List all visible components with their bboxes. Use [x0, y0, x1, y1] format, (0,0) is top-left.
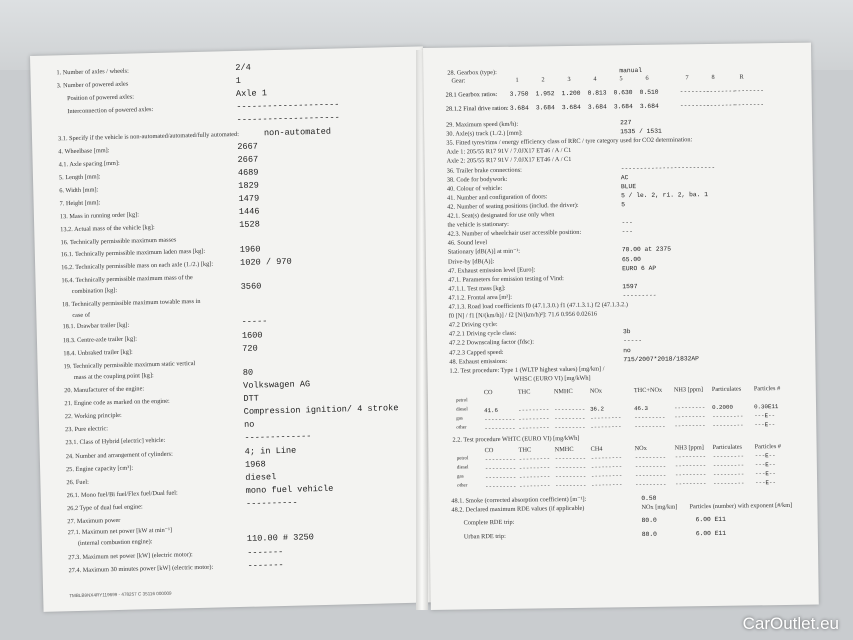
rde-nox-value: 80.0 [641, 530, 657, 538]
field-label: 47.2.2 Downscaling factor (fdsc): [449, 338, 534, 348]
gearbox-type-value: manual [619, 66, 643, 75]
table-cell: --------- [484, 473, 517, 482]
gear-number: 5 [619, 75, 623, 83]
field-label: 47.2.3 Capped speed: [449, 348, 504, 357]
final-drive-value: -------- [705, 101, 737, 110]
field-label: 47.1.2. Frontal area [m²]: [448, 293, 512, 302]
field-value: 227 [620, 119, 632, 127]
field-label: 29. Maximum speed (km/h): [446, 120, 519, 129]
gear-ratio-value: 1.200 [561, 89, 581, 98]
field-value: AC [620, 173, 629, 181]
field-label: 16.4. Technically permissible maximum mass of the [61, 273, 193, 284]
table-cell: --------- [590, 472, 623, 480]
table-cell: --------- [519, 482, 551, 490]
table-cell: --------- [674, 413, 706, 421]
field-value: 1479 [238, 193, 260, 204]
table-column-header: THC+NOx [633, 386, 663, 395]
gear-number: 8 [711, 73, 715, 81]
table-cell: --------- [484, 424, 516, 433]
field-value: no [243, 419, 255, 431]
field-value: 1446 [238, 206, 260, 218]
field-value: 1 [235, 75, 241, 87]
table-cell: --------- [712, 461, 745, 469]
field-label: 47. Exhaust emission level [Euro]: [448, 266, 536, 275]
field-label: 18. Technically permissible maximum towable mass in [62, 297, 201, 309]
field-value: 65.00 [621, 255, 641, 263]
table-cell: 0.30E11 [753, 403, 779, 411]
field-label: 25. Engine capacity [cm³]: [66, 464, 134, 473]
rde-row-label: Urban RDE trip: [463, 532, 506, 541]
field-value: EURO 6 AP [622, 264, 657, 272]
field-label: Interconnection of powered axles: [67, 106, 154, 116]
field-label: 4.1. Axle spacing [mm]: [58, 159, 120, 169]
field-label: 42. Number of seating positions (includ. the driver): [447, 201, 579, 211]
field-label: 18.4. Unbraked trailer [kg]: [63, 348, 133, 357]
field-value: ------- [247, 546, 284, 558]
table-cell: --------- [518, 406, 550, 414]
field-label: 24. Number and arrangement of cylinders: [65, 450, 173, 460]
field-value: ------------- [244, 431, 312, 444]
gear-number: 2 [541, 76, 545, 84]
field-label: case of [72, 311, 91, 320]
footer-code: TMBLB9NX4RY119699 - 478257 C 35116 000009 [69, 590, 172, 599]
table-cell: --------- [554, 463, 587, 472]
final-drive-value: -------- [733, 101, 765, 109]
final-drive-value: 3.684 [587, 103, 607, 111]
table-cell: 36.2 [590, 405, 605, 413]
table-cell: ---E-- [755, 479, 777, 487]
field-label: 40. Colour of vehicle: [446, 184, 503, 193]
rde-pn-header: Particles (number) with exponent [#/km] [689, 501, 793, 511]
table-column-header: NOx [589, 387, 603, 395]
field-label: 13.2. Actual mass of the vehicle [kg]: [60, 224, 155, 234]
fuel-label: diesel [456, 407, 468, 413]
table-cell: --------- [518, 424, 550, 432]
gear-number: 3 [567, 75, 571, 83]
rde-row-label: Complete RDE trip: [463, 518, 515, 527]
smoke-label: 48.1. Smoke (corrected absorption coefficient) [m⁻¹]: [451, 495, 587, 505]
field-label: 38. Code for bodywork: [446, 175, 508, 184]
field-label: Drive-by [dB(A)]: [447, 257, 495, 266]
table-cell: --------- [554, 414, 586, 423]
field-value: 715/2007*2018/1832AP [623, 354, 699, 363]
table-cell: --------- [518, 455, 551, 463]
table-subheading: WHSC (EURO VI) [mg/kWh] [513, 374, 591, 383]
right-document-page [423, 43, 819, 610]
field-label: 47.2 Driving cycle: [448, 321, 498, 329]
field-label: Stationary [dB(A)] at min⁻¹: [447, 248, 521, 257]
field-value: 80 [242, 367, 254, 378]
field-label: 5. Length [mm]: [58, 173, 101, 182]
final-drive-value: 3.684 [535, 104, 555, 112]
left-document-page [30, 46, 436, 611]
field-label: 23.1. Class of Hybrid [electric] vehicle: [65, 437, 166, 447]
table-cell: 41.6 [484, 406, 499, 415]
table-cell: --------- [675, 480, 707, 488]
field-label: 16. Technically permissible maximum masses [60, 236, 177, 247]
table-cell: 0.2000 [711, 403, 733, 411]
table-cell: --------- [635, 480, 667, 489]
field-value: 1960 [239, 243, 261, 255]
field-value: Axle 1 [235, 88, 268, 100]
final-drive-label: 28.1.2 Final drive ration: [445, 104, 509, 113]
table-column-header: NOx [634, 444, 647, 453]
table-cell: ---E-- [754, 470, 776, 478]
table-cell: --------- [674, 462, 707, 470]
table-cell: --------- [518, 464, 551, 472]
gear-number: 6 [645, 74, 649, 82]
table-cell: --------- [713, 479, 745, 487]
fuel-label: other [457, 483, 468, 489]
table-cell: --------- [484, 464, 517, 473]
table-column-header: Particulates [711, 385, 742, 394]
field-label: Axle 2: 205/55 R17 91V / 7.0JX17 ET46 / A / C1 [446, 156, 572, 166]
table-column-header: THC [518, 446, 532, 454]
field-label: f0 [N] / f1 [N/(km/h)] / f2 [N/(km/h)²]: 71.6 0.956 0.02616 [448, 310, 598, 320]
final-drive-value: -------- [679, 101, 711, 110]
field-value: 1535 / 1531 [620, 127, 662, 136]
table-column-header: NH3 [ppm] [674, 444, 704, 452]
field-label: 20. Manufacturer of the engine: [64, 385, 145, 395]
field-label: mass at the coupling point [kg]: [73, 371, 154, 381]
smoke-value: 0.50 [641, 494, 657, 502]
gear-ratio-value: 0.630 [613, 89, 633, 97]
rde-pn-value: 6.00 E11 [695, 529, 727, 538]
table-cell: --------- [634, 453, 667, 462]
table-cell: --------- [590, 423, 622, 431]
table-column-header: THC [517, 388, 531, 396]
table-cell: --------- [554, 405, 586, 414]
field-value: ----- [241, 316, 268, 328]
table-cell: --------- [674, 471, 707, 479]
table-cell: --------- [591, 481, 623, 489]
field-label: 1.2. Test procedure: Type 1 (WLTP highest values) [mg/km] / [449, 365, 605, 375]
field-label: 3.1. Specify if the vehicle is non-automated/automated/fully automated: [57, 130, 240, 142]
table-column-header: CH4 [590, 445, 603, 453]
field-value: -------------------- [236, 112, 340, 126]
field-value: non-automated [263, 126, 332, 138]
fuel-label: petrol [456, 456, 469, 462]
field-value: Volkswagen AG [243, 379, 311, 391]
rde-pn-value: 6.00 E11 [695, 515, 726, 524]
field-value: ------------------------- [620, 163, 716, 172]
rde-nox-header: NOx [mg/km] [641, 503, 678, 511]
field-value: -------------------- [236, 99, 340, 113]
field-label: 27.4. Maximum 30 minutes power [kW] (electric motor): [68, 563, 214, 574]
fuel-label: diesel [456, 465, 469, 471]
table-cell: --------- [634, 462, 667, 471]
field-value: 1829 [238, 180, 259, 191]
table-column-header: NMHC [553, 387, 573, 396]
field-label: 36. Trailer brake connections: [446, 166, 522, 175]
table-cell: --------- [554, 423, 586, 432]
table-cell: --------- [518, 415, 550, 423]
field-label: 3. Number of powered axles [56, 80, 129, 90]
fuel-label: gas [456, 474, 464, 480]
table-cell: --------- [634, 471, 667, 480]
field-label: 16.2. Technically permissible mass on each axle (1./2.) [kg]: [61, 260, 214, 271]
watermark: CarOutlet.eu [742, 614, 839, 633]
gear-ratio-value: 0.813 [587, 89, 607, 97]
gear-number: 1 [515, 76, 519, 84]
table-cell: --------- [712, 452, 745, 460]
field-label: 47.2.1 Driving cycle class: [448, 330, 517, 338]
field-value: Compression ignition/ 4 stroke [243, 403, 399, 418]
table-cell: --------- [634, 413, 666, 422]
field-label: 47.1. Parameters for emission testing of Vind: [448, 274, 564, 284]
field-label: Position of powered axles: [66, 93, 135, 103]
field-label: 26.2 Type of dual fuel engine: [66, 503, 143, 513]
gear-ratio-value: -------- [733, 87, 764, 95]
table-column-header: NH3 [ppm] [673, 386, 704, 394]
field-label: 19. Technically permissible maximum static vertical [63, 359, 196, 370]
field-value: 3b [622, 328, 631, 336]
table-column-header: CO [483, 389, 493, 397]
table-cell: --------- [554, 454, 587, 463]
field-label: 1. Number of axles / wheels: [56, 67, 129, 77]
table-cell: --------- [484, 455, 517, 464]
field-value: 4; in Line [244, 445, 297, 457]
gear-ratio-value: 3.750 [509, 90, 529, 98]
table-cell: --------- [674, 404, 706, 412]
field-value: --------- [622, 291, 657, 300]
table-cell: ---E-- [754, 452, 776, 460]
field-label: 35. Fitted tyres/rims / energy efficiency class of RRC / tyre category used for CO2 determination: [446, 136, 693, 147]
field-label: 46. Sound level [447, 239, 488, 247]
final-drive-value: 3.684 [639, 102, 659, 110]
table-column-header: CO [484, 447, 494, 455]
table-cell: ---E-- [754, 412, 776, 420]
table-cell: --------- [485, 482, 517, 491]
field-label: 42.1. Seat(s) designated for use only when [447, 211, 555, 220]
field-label: 47.1.3. Road load coefficients f0 (47.1.3.0.) f1 (47.1.3.1.) f2 (47.1.3.2.) [448, 301, 628, 311]
field-label: 6. Width [mm]: [59, 186, 99, 195]
table-column-header: Particles # [754, 443, 782, 451]
field-label: 26.1. Mono fuel/Bi fuel/Flex fuel/Dual fuel: [66, 489, 178, 500]
table-column-header: Particulates [712, 443, 743, 451]
table-cell: --------- [712, 470, 745, 478]
field-label: 21. Engine code as marked on the engine: [64, 397, 170, 408]
field-label: 27.3. Maximum net power [kW] (electric motor): [68, 550, 193, 561]
field-value: 3560 [240, 281, 262, 292]
fuel-label: gas [456, 416, 463, 422]
gearbox-label: 28. Gearbox (type): [447, 68, 497, 77]
field-label: Axle 1: 205/55 R17 91V / 7.0JX17 ET46 / A / C1 [446, 147, 572, 156]
field-value: --- [621, 219, 633, 227]
field-label: 47.1.1. Test mass [kg]: [448, 284, 506, 293]
gearbox-ratio-label: 28.1 Gearbox ratios: [445, 90, 498, 99]
field-value: 4689 [237, 167, 259, 178]
gear-number: 4 [593, 75, 597, 83]
table-cell: --------- [518, 473, 551, 481]
rde-label: 48.2. Declared maximum RDE values (if applicable) [451, 504, 585, 514]
field-label: 18.1. Drawbar trailer [kg]: [62, 322, 130, 331]
table-cell: --------- [674, 422, 706, 430]
table-cell: --------- [712, 412, 744, 420]
table-column-header: NMHC [554, 445, 574, 454]
field-value: BLUE [620, 182, 637, 190]
field-value: 720 [242, 343, 258, 354]
table-heading: 2.2. Test procedure WHTC (EURO VI) [mg/kWh] [452, 434, 580, 444]
table-cell: --------- [555, 481, 587, 490]
field-value: no [623, 346, 631, 354]
field-label: 27. Maximum power [67, 516, 121, 526]
field-value: ----- [623, 337, 643, 345]
field-label: 13. Mass in running order [kg]: [59, 211, 140, 221]
table-cell: --------- [674, 453, 707, 461]
field-label: 18.3. Centre-axle trailer [kg]: [62, 334, 137, 344]
rde-nox-value: 80.0 [641, 516, 657, 524]
field-label: 48. Exhaust emissions: [449, 357, 508, 366]
field-value: DTT [243, 393, 260, 404]
table-cell: --------- [712, 421, 744, 429]
field-value: 110.00 # 3250 [246, 532, 315, 545]
gear-ratio-value: 0.510 [639, 88, 659, 96]
table-cell: --------- [634, 422, 666, 431]
field-label: 41. Number and configuration of doors: [447, 193, 548, 202]
field-label: 16.1. Technically permissible maximum laden mass [kg]: [60, 247, 206, 258]
field-value: 1600 [241, 329, 263, 341]
field-label: the vehicle is stationary: [447, 220, 509, 229]
gear-ratio-value: 1.952 [535, 90, 555, 98]
field-label: 27.1. Maximum net power [kW at min⁻¹] [67, 526, 173, 537]
table-cell: --------- [590, 414, 622, 422]
field-label: combination [kg]: [71, 286, 118, 295]
final-drive-value: 3.684 [613, 103, 633, 111]
field-label: 23. Pure electric: [65, 425, 109, 434]
field-label: 7. Height [mm]: [59, 199, 101, 208]
final-drive-value: 3.684 [509, 104, 529, 112]
field-label: 4. Wheelbase [mm]: [58, 146, 110, 155]
field-label: 42.3. Number of wheelchair user accessible position: [447, 228, 582, 238]
gear-number: 7 [685, 74, 689, 82]
field-value: 70.00 at 2375 [621, 245, 672, 254]
final-drive-value: 3.684 [561, 103, 581, 112]
field-value: diesel [245, 471, 277, 483]
field-value: ---------- [245, 497, 298, 509]
table-cell: 46.3 [634, 404, 649, 413]
field-value: 1020 / 970 [239, 256, 292, 268]
fuel-label: other [456, 425, 467, 431]
field-value: mono fuel vehicle [245, 483, 334, 496]
fuel-label: petrol [455, 398, 468, 404]
field-value: 5 [621, 201, 626, 209]
field-value: --- [621, 228, 633, 236]
table-column-header: Particles # [753, 385, 781, 393]
field-value: ------- [247, 559, 284, 571]
table-cell: --------- [554, 472, 587, 481]
field-label: 30. Axle(s) track (1./2.) [mm]: [446, 129, 523, 138]
field-value: 2/4 [235, 62, 251, 73]
table-cell: ---E-- [754, 421, 776, 429]
field-label: (internal combustion engine): [77, 538, 153, 548]
table-cell: --------- [590, 463, 623, 471]
field-value: 2667 [237, 154, 259, 165]
field-label: 26. Fuel: [66, 478, 89, 486]
field-value: 1528 [239, 219, 260, 231]
gear-label: Gear: [451, 77, 466, 85]
table-cell: --------- [590, 454, 623, 462]
field-value: 2667 [237, 141, 259, 152]
gear-number: R [739, 73, 744, 81]
gear-ratio-value: -------- [679, 87, 710, 96]
table-cell: --------- [484, 415, 516, 424]
gear-ratio-value: -------- [705, 87, 736, 96]
field-label: 22. Working principle: [64, 412, 122, 421]
table-cell: ---E-- [754, 461, 776, 469]
field-value: 1597 [622, 282, 638, 291]
field-value: 1968 [244, 458, 266, 470]
field-value: 5 / le. 2, ri. 2, ba. 1 [621, 190, 709, 200]
